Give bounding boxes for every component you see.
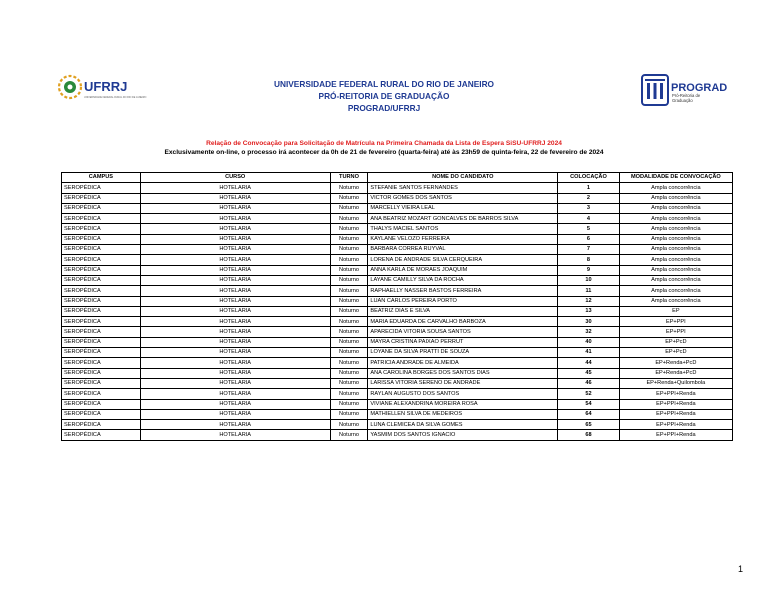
- cell-nome: PATRICIA ANDRADE DE ALMEIDA: [368, 358, 558, 368]
- cell-turno: Noturno: [330, 317, 368, 327]
- cell-colocacao: 65: [558, 420, 619, 430]
- cell-modalidade: Ampla concorrência: [619, 286, 732, 296]
- cell-turno: Noturno: [330, 378, 368, 388]
- cell-nome: YASMIM DOS SANTOS IGNACIO: [368, 430, 558, 440]
- table-row: [62, 255, 733, 265]
- cell-curso: HOTELARIA: [140, 368, 330, 378]
- table-row: [62, 378, 733, 388]
- cell-modalidade: Ampla concorrência: [619, 214, 732, 224]
- cell-modalidade: EP: [619, 306, 732, 316]
- cell-campus: SEROPÉDICA: [62, 245, 141, 255]
- title-sub: Exclusivamente on-line, o processo irá acontecer da 0h de 21 de fevereiro (quarta-feira) até às 23h59 de quinta-feira, 22 de fevereiro de 2024: [164, 149, 604, 156]
- cell-modalidade: EP+PPI+Renda: [619, 389, 732, 399]
- cell-colocacao: 2: [558, 193, 619, 203]
- cell-turno: Noturno: [330, 286, 368, 296]
- cell-nome: BEATRIZ DIAS E SILVA: [368, 306, 558, 316]
- cell-colocacao: 12: [558, 296, 619, 306]
- cell-curso: HOTELARIA: [140, 224, 330, 234]
- cell-campus: SEROPÉDICA: [62, 224, 141, 234]
- table-row: [62, 399, 733, 409]
- cell-campus: SEROPÉDICA: [62, 378, 141, 388]
- cell-campus: SEROPÉDICA: [62, 275, 141, 285]
- table-row: [62, 358, 733, 368]
- cell-turno: Noturno: [330, 224, 368, 234]
- cell-turno: Noturno: [330, 430, 368, 440]
- cell-campus: SEROPÉDICA: [62, 337, 141, 347]
- cell-campus: SEROPÉDICA: [62, 203, 141, 213]
- cell-modalidade: EP+Renda+PcD: [619, 358, 732, 368]
- cell-curso: HOTELARIA: [140, 255, 330, 265]
- cell-campus: SEROPÉDICA: [62, 193, 141, 203]
- cell-campus: SEROPÉDICA: [62, 399, 141, 409]
- convocation-table: [61, 172, 733, 441]
- cell-modalidade: Ampla concorrência: [619, 193, 732, 203]
- title-main: Relação de Convocação para Solicitação de Matrícula na Primeira Chamada da Lista de Espera SiSU-UFRRJ 2024: [206, 140, 562, 147]
- cell-modalidade: EP+PPI+Renda: [619, 399, 732, 409]
- table-row: [62, 275, 733, 285]
- document-title: [0, 139, 768, 157]
- cell-nome: VIVIANE ALEXANDRINA MOREIRA ROSA: [368, 399, 558, 409]
- cell-nome: RAYLAN AUGUSTO DOS SANTOS: [368, 389, 558, 399]
- cell-curso: HOTELARIA: [140, 430, 330, 440]
- cell-nome: BARBARA CORREA RUYVAL: [368, 245, 558, 255]
- col-curso: CURSO: [140, 173, 330, 183]
- ufrrj-logo-text: UFRRJ: [84, 79, 128, 94]
- cell-colocacao: 41: [558, 348, 619, 358]
- cell-curso: HOTELARIA: [140, 193, 330, 203]
- table-row: [62, 234, 733, 244]
- cell-campus: SEROPÉDICA: [62, 348, 141, 358]
- table-row: [62, 409, 733, 419]
- cell-colocacao: 30: [558, 317, 619, 327]
- cell-curso: HOTELARIA: [140, 183, 330, 193]
- table-row: [62, 214, 733, 224]
- cell-campus: SEROPÉDICA: [62, 389, 141, 399]
- table-row: [62, 183, 733, 193]
- cell-modalidade: EP+PcD: [619, 337, 732, 347]
- cell-colocacao: 5: [558, 224, 619, 234]
- cell-curso: HOTELARIA: [140, 327, 330, 337]
- cell-nome: KAYLANE VELOZO FERREIRA: [368, 234, 558, 244]
- cell-turno: Noturno: [330, 337, 368, 347]
- cell-modalidade: EP+Renda+PcD: [619, 368, 732, 378]
- cell-modalidade: Ampla concorrência: [619, 296, 732, 306]
- table-row: [62, 203, 733, 213]
- table-row: [62, 430, 733, 440]
- cell-nome: LAYANE CAMILLY SILVA DA ROCHA: [368, 275, 558, 285]
- cell-modalidade: EP+PcD: [619, 348, 732, 358]
- cell-modalidade: EP+Renda+Quilombola: [619, 378, 732, 388]
- header-pro-reitoria: PRÓ-REITORIA DE GRADUAÇÃO: [318, 91, 450, 101]
- cell-turno: Noturno: [330, 348, 368, 358]
- table-row: [62, 327, 733, 337]
- cell-modalidade: EP+PPI: [619, 327, 732, 337]
- cell-curso: HOTELARIA: [140, 296, 330, 306]
- col-nome: NOME DO CANDIDATO: [368, 173, 558, 183]
- cell-turno: Noturno: [330, 306, 368, 316]
- cell-curso: HOTELARIA: [140, 286, 330, 296]
- cell-curso: HOTELARIA: [140, 409, 330, 419]
- cell-modalidade: Ampla concorrência: [619, 224, 732, 234]
- cell-nome: ANNA KARLA DE MORAES JOAQUIM: [368, 265, 558, 275]
- cell-nome: MARCELLY VIEIRA LEAL: [368, 203, 558, 213]
- col-colocacao: COLOCAÇÃO: [558, 173, 619, 183]
- cell-campus: SEROPÉDICA: [62, 255, 141, 265]
- table-row: [62, 286, 733, 296]
- table-row: [62, 348, 733, 358]
- header-university: UNIVERSIDADE FEDERAL RURAL DO RIO DE JANEIRO: [273, 79, 495, 89]
- prograd-logo-text: PROGRAD: [671, 82, 728, 94]
- cell-colocacao: 44: [558, 358, 619, 368]
- cell-turno: Noturno: [330, 327, 368, 337]
- cell-campus: SEROPÉDICA: [62, 409, 141, 419]
- cell-colocacao: 46: [558, 378, 619, 388]
- cell-modalidade: Ampla concorrência: [619, 255, 732, 265]
- table-row: [62, 265, 733, 275]
- cell-colocacao: 64: [558, 409, 619, 419]
- cell-nome: STEFANIE SANTOS FERNANDES: [368, 183, 558, 193]
- cell-modalidade: Ampla concorrência: [619, 265, 732, 275]
- cell-nome: MARIA EDUARDA DE CARVALHO BARBOZA: [368, 317, 558, 327]
- cell-campus: SEROPÉDICA: [62, 214, 141, 224]
- cell-turno: Noturno: [330, 255, 368, 265]
- cell-colocacao: 7: [558, 245, 619, 255]
- cell-modalidade: Ampla concorrência: [619, 245, 732, 255]
- cell-colocacao: 4: [558, 214, 619, 224]
- cell-colocacao: 52: [558, 389, 619, 399]
- cell-colocacao: 9: [558, 265, 619, 275]
- cell-curso: HOTELARIA: [140, 265, 330, 275]
- cell-nome: LOYANE DA SILVA PRATTI DE SOUZA: [368, 348, 558, 358]
- header-prograd: PROGRAD/UFRRJ: [347, 103, 421, 113]
- cell-colocacao: 45: [558, 368, 619, 378]
- cell-turno: Noturno: [330, 389, 368, 399]
- cell-colocacao: 13: [558, 306, 619, 316]
- cell-campus: SEROPÉDICA: [62, 327, 141, 337]
- cell-colocacao: 10: [558, 275, 619, 285]
- cell-campus: SEROPÉDICA: [62, 368, 141, 378]
- cell-turno: Noturno: [330, 245, 368, 255]
- cell-campus: SEROPÉDICA: [62, 183, 141, 193]
- cell-turno: Noturno: [330, 265, 368, 275]
- cell-curso: HOTELARIA: [140, 317, 330, 327]
- cell-colocacao: 6: [558, 234, 619, 244]
- cell-colocacao: 54: [558, 399, 619, 409]
- col-campus: CAMPUS: [62, 173, 141, 183]
- cell-campus: SEROPÉDICA: [62, 296, 141, 306]
- cell-campus: SEROPÉDICA: [62, 430, 141, 440]
- institution-header: [0, 78, 768, 114]
- cell-turno: Noturno: [330, 399, 368, 409]
- table-row: [62, 420, 733, 430]
- table-row: [62, 337, 733, 347]
- cell-campus: SEROPÉDICA: [62, 306, 141, 316]
- table-row: [62, 368, 733, 378]
- cell-nome: ANA BEATRIZ MOZART GONCALVES DE BARROS SILVA: [368, 214, 558, 224]
- cell-colocacao: 68: [558, 430, 619, 440]
- table-row: [62, 245, 733, 255]
- cell-colocacao: 3: [558, 203, 619, 213]
- table-row: [62, 306, 733, 316]
- cell-turno: Noturno: [330, 193, 368, 203]
- cell-nome: APARECIDA VITORIA SOUSA SANTOS: [368, 327, 558, 337]
- cell-modalidade: EP+PPI: [619, 317, 732, 327]
- table-row: [62, 317, 733, 327]
- table-row: [62, 224, 733, 234]
- cell-campus: SEROPÉDICA: [62, 234, 141, 244]
- cell-curso: HOTELARIA: [140, 306, 330, 316]
- cell-nome: LUAN CARLOS PEREIRA PORTO: [368, 296, 558, 306]
- cell-curso: HOTELARIA: [140, 337, 330, 347]
- table-row: [62, 296, 733, 306]
- cell-turno: Noturno: [330, 358, 368, 368]
- cell-turno: Noturno: [330, 296, 368, 306]
- cell-turno: Noturno: [330, 214, 368, 224]
- cell-nome: MATHIELLEN SILVA DE MEDEIROS: [368, 409, 558, 419]
- page-number: 1: [738, 564, 744, 574]
- cell-turno: Noturno: [330, 409, 368, 419]
- table-row: [62, 389, 733, 399]
- cell-campus: SEROPÉDICA: [62, 358, 141, 368]
- cell-nome: RAPHAELLY NASSER BASTOS FERREIRA: [368, 286, 558, 296]
- ufrrj-logo-subtext: UNIVERSIDADE FEDERAL RURAL DO RIO DE JANEIRO: [84, 96, 147, 99]
- cell-curso: HOTELARIA: [140, 214, 330, 224]
- cell-nome: LARISSA VITORIA SERENO DE ANDRADE: [368, 378, 558, 388]
- cell-curso: HOTELARIA: [140, 234, 330, 244]
- cell-campus: SEROPÉDICA: [62, 265, 141, 275]
- cell-modalidade: Ampla concorrência: [619, 203, 732, 213]
- cell-curso: HOTELARIA: [140, 245, 330, 255]
- cell-modalidade: Ampla concorrência: [619, 183, 732, 193]
- cell-nome: LORENA DE ANDRADE SILVA CERQUEIRA: [368, 255, 558, 265]
- cell-colocacao: 11: [558, 286, 619, 296]
- cell-curso: HOTELARIA: [140, 358, 330, 368]
- cell-turno: Noturno: [330, 203, 368, 213]
- cell-campus: SEROPÉDICA: [62, 317, 141, 327]
- cell-modalidade: EP+PPI+Renda: [619, 420, 732, 430]
- cell-curso: HOTELARIA: [140, 399, 330, 409]
- prograd-logo-sub2: Graduação: [672, 98, 693, 103]
- cell-turno: Noturno: [330, 234, 368, 244]
- cell-nome: VICTOR GOMES DOS SANTOS: [368, 193, 558, 203]
- cell-curso: HOTELARIA: [140, 378, 330, 388]
- cell-curso: HOTELARIA: [140, 389, 330, 399]
- cell-turno: Noturno: [330, 368, 368, 378]
- col-modalidade: MODALIDADE DE CONVOCAÇÃO: [619, 173, 732, 183]
- cell-nome: ANA CAROLINA BORGES DOS SANTOS DIAS: [368, 368, 558, 378]
- cell-campus: SEROPÉDICA: [62, 420, 141, 430]
- cell-turno: Noturno: [330, 275, 368, 285]
- cell-nome: LUNA CLEMICEA DA SILVA GOMES: [368, 420, 558, 430]
- cell-colocacao: 40: [558, 337, 619, 347]
- table-row: [62, 193, 733, 203]
- cell-colocacao: 8: [558, 255, 619, 265]
- cell-nome: MAYRA CRISTINA PAIXAO PERRUT: [368, 337, 558, 347]
- cell-modalidade: EP+PPI+Renda: [619, 409, 732, 419]
- cell-campus: SEROPÉDICA: [62, 286, 141, 296]
- cell-curso: HOTELARIA: [140, 348, 330, 358]
- cell-modalidade: EP+PPI+Renda: [619, 430, 732, 440]
- cell-curso: HOTELARIA: [140, 275, 330, 285]
- table-header-row: [62, 173, 733, 183]
- cell-curso: HOTELARIA: [140, 203, 330, 213]
- cell-turno: Noturno: [330, 420, 368, 430]
- cell-nome: THALYS MACIEL SANTOS: [368, 224, 558, 234]
- cell-modalidade: Ampla concorrência: [619, 275, 732, 285]
- cell-colocacao: 1: [558, 183, 619, 193]
- cell-turno: Noturno: [330, 183, 368, 193]
- col-turno: TURNO: [330, 173, 368, 183]
- cell-modalidade: Ampla concorrência: [619, 234, 732, 244]
- prograd-logo-sub1: Pró-Reitoria de: [672, 93, 701, 98]
- cell-curso: HOTELARIA: [140, 420, 330, 430]
- cell-colocacao: 32: [558, 327, 619, 337]
